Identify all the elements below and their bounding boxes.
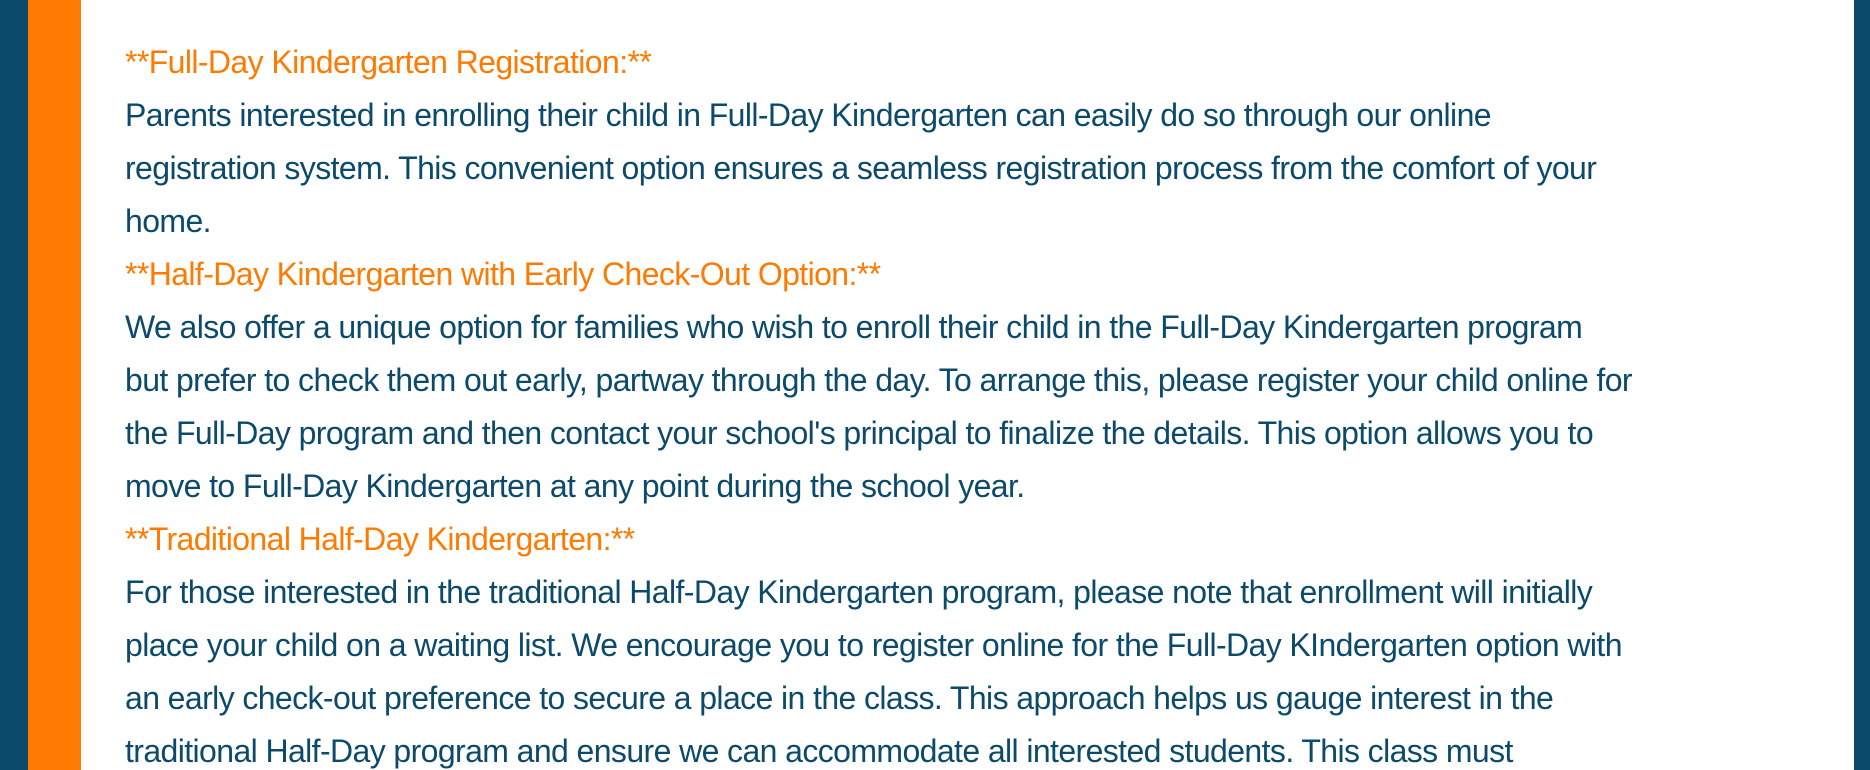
paragraph-line: move to Full-Day Kindergarten at any point during the school year. [125, 468, 1025, 504]
content-panel [81, 0, 1854, 770]
paragraph-line: traditional Half-Day program and ensure we can accommodate all interested students. This class must [125, 733, 1513, 769]
paragraph-line: an early check-out preference to secure a place in the class. This approach helps us gauge interest in the [125, 680, 1554, 716]
traditional-half-day-heading: **Traditional Half-Day Kindergarten:** [125, 521, 635, 557]
paragraph-line: We also offer a unique option for families who wish to enroll their child in the Full-Day Kindergarten program [125, 309, 1583, 345]
paragraph-line: For those interested in the traditional Half-Day Kindergarten program, please note that enrollment will initially [125, 574, 1593, 610]
paragraph-line: registration system. This convenient option ensures a seamless registration process from the comfort of your [125, 150, 1597, 186]
paragraph-line: the Full-Day program and then contact your school's principal to finalize the details. This option allows you to [125, 415, 1594, 451]
half-day-early-checkout-paragraph [125, 301, 1825, 513]
traditional-half-day-paragraph [125, 566, 1825, 770]
paragraph-line: home. [125, 203, 211, 239]
paragraph-line: place your child on a waiting list. We encourage you to register online for the Full-Day KIndergarten option with [125, 627, 1622, 663]
half-day-early-checkout-heading: **Half-Day Kindergarten with Early Check-Out Option:** [125, 256, 881, 292]
orange-border-frame [28, 0, 1843, 770]
full-day-registration-paragraph [125, 89, 1825, 248]
paragraph-line: Parents interested in enrolling their child in Full-Day Kindergarten can easily do so through our online [125, 97, 1491, 133]
full-day-registration-heading: **Full-Day Kindergarten Registration:** [125, 44, 652, 80]
paragraph-line: but prefer to check them out early, partway through the day. To arrange this, please register your child online for [125, 362, 1632, 398]
kindergarten-info-document [125, 36, 1825, 770]
